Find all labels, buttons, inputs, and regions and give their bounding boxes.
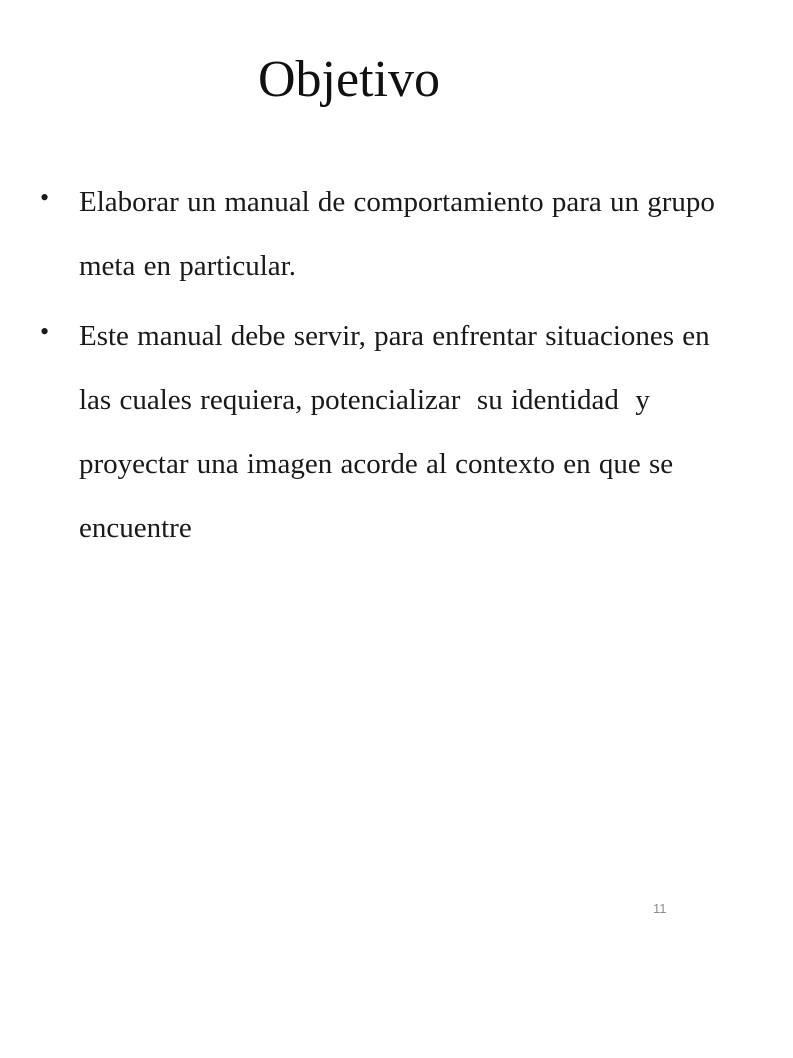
- bullet-list: [40, 170, 740, 566]
- page-number: 11: [653, 901, 667, 916]
- bullet-item: [40, 304, 740, 560]
- slide-title: Objetivo: [258, 51, 440, 108]
- bullet-text: Elaborar un manual de comportamiento para un grupo meta en particular.: [79, 186, 715, 282]
- bullet-marker-icon: •: [40, 183, 50, 212]
- bullet-item: [40, 170, 740, 298]
- bullet-marker-icon: •: [40, 317, 50, 346]
- bullet-text: Este manual debe servir, para enfrentar situaciones en las cuales requiera, potencializar su identidad y proyectar una imagen acorde al contexto en que se encuentre: [79, 320, 718, 544]
